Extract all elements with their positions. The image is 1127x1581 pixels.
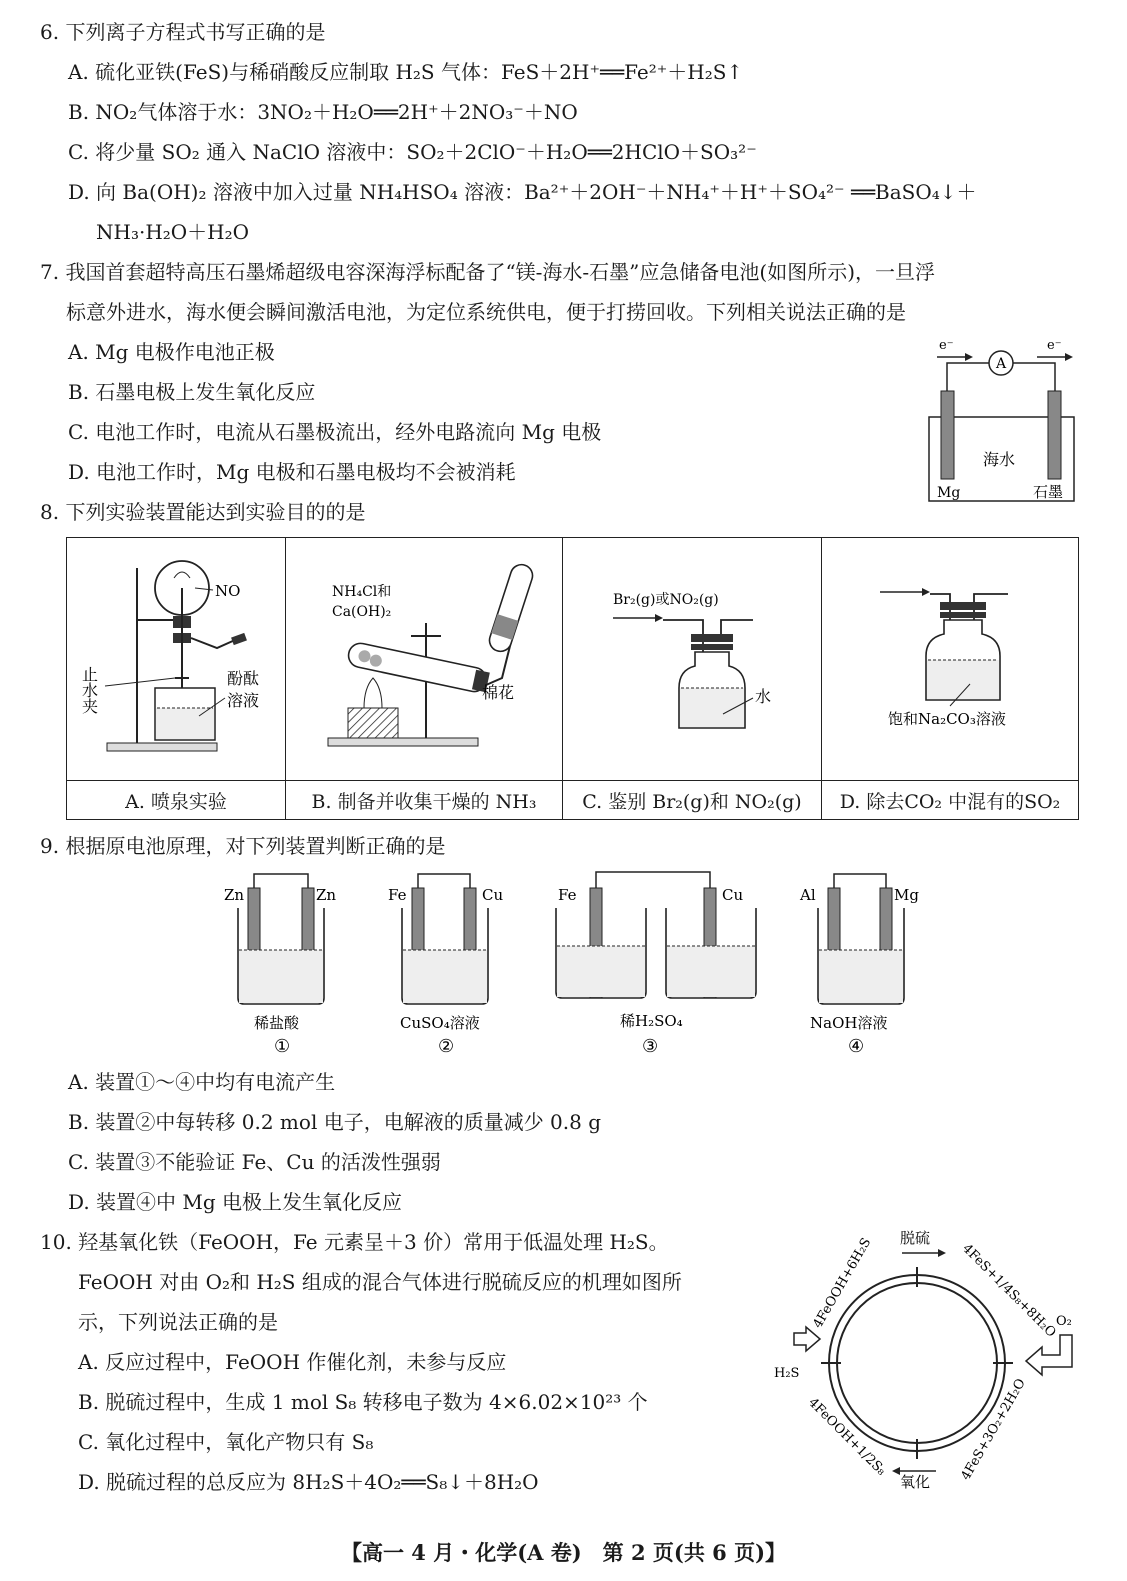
q10-option-b: B. 脱硫过程中，生成 1 mol S₈ 转移电子数为 4×6.02×10²³ 个	[78, 1390, 648, 1414]
o2-label: O₂	[1056, 1314, 1072, 1329]
br-label: 4FeS+3O₂+2H₂O	[958, 1376, 1029, 1483]
desulfurization-cycle	[772, 1225, 1092, 1495]
fountain-apparatus	[67, 538, 285, 776]
exp-cell-a	[67, 538, 286, 781]
q9-option-d: D. 装置④中 Mg 电极上发生氧化反应	[68, 1190, 403, 1214]
d1-left: Zn	[224, 886, 245, 904]
reagent-label-2: Ca(OH)₂	[332, 604, 392, 620]
exp-cell-d	[822, 538, 1079, 781]
experiment-table	[66, 537, 1079, 820]
d1-num: ①	[274, 1036, 291, 1057]
oxidation-label: 氧化	[900, 1473, 931, 1491]
d3-num: ③	[642, 1036, 659, 1057]
d1-right: Zn	[316, 886, 337, 904]
desulfur-label: 脱硫	[900, 1229, 931, 1247]
d3-left: Fe	[558, 886, 577, 904]
q10-stem: 10. 羟基氧化铁（FeOOH，Fe 元素呈＋3 价）常用于低温处理 H₂S。	[40, 1230, 669, 1254]
q8-stem: 8. 下列实验装置能达到实验目的的是	[40, 500, 366, 524]
na2co3-label: 饱和Na₂CO₃溶液	[888, 710, 1006, 728]
d4-right: Mg	[894, 886, 919, 904]
seawater-label: 海水	[983, 450, 1016, 469]
q6-option-b: B. NO₂气体溶于水：3NO₂＋H₂O══2H⁺＋2NO₃⁻＋NO	[68, 100, 578, 124]
gas-label: Br₂(g)或NO₂(g)	[613, 592, 719, 608]
exp-cell-c	[563, 538, 822, 781]
q6-option-d: D. 向 Ba(OH)₂ 溶液中加入过量 NH₄HSO₄ 溶液：Ba²⁺＋2OH⁻＋NH₄⁺＋H⁺＋SO₄²⁻ ══BaSO₄↓＋	[68, 180, 977, 204]
bl-label: 4FeOOH+1/2S₈	[805, 1395, 889, 1479]
phenol-label-1: 酚酞	[227, 669, 260, 688]
d2-solution: CuSO₄溶液	[400, 1014, 480, 1032]
q10-option-d: D. 脱硫过程的总反应为 8H₂S＋4O₂══S₈↓＋8H₂O	[78, 1470, 539, 1494]
d2-right: Cu	[482, 886, 504, 904]
q9-option-b: B. 装置②中每转移 0.2 mol 电子，电解液的质量减少 0.8 g	[68, 1110, 602, 1134]
graphite-electrode	[1048, 391, 1061, 479]
no-gas-label: NO	[215, 582, 241, 600]
electron-right-label: e⁻	[1047, 338, 1062, 353]
identify-apparatus	[563, 538, 821, 776]
d4-solution: NaOH溶液	[810, 1014, 888, 1032]
h2s-input-arrow-icon	[794, 1327, 820, 1351]
q7-option-d: D. 电池工作时，Mg 电极和石墨电极均不会被消耗	[68, 460, 516, 484]
q6-stem: 6. 下列离子方程式书写正确的是	[40, 20, 326, 44]
q7-option-a: A. Mg 电极作电池正极	[68, 340, 275, 364]
h2s-label: H₂S	[774, 1366, 800, 1381]
graphite-label: 石墨	[1033, 483, 1064, 501]
purify-apparatus	[822, 538, 1078, 776]
q10-option-a: A. 反应过程中，FeOOH 作催化剂，未参与反应	[78, 1350, 507, 1374]
d1-solution: 稀盐酸	[254, 1014, 300, 1032]
q9-option-c: C. 装置③不能验证 Fe、Cu 的活泼性强弱	[68, 1150, 441, 1174]
q10-option-c: C. 氧化过程中，氧化产物只有 S₈	[78, 1430, 374, 1454]
q6-option-a: A. 硫化亚铁(FeS)与稀硝酸反应制取 H₂S 气体：FeS＋2H⁺══Fe²⁺＋H₂S↑	[68, 60, 744, 84]
q9-option-a: A. 装置①～④中均有电流产生	[68, 1070, 336, 1094]
device-1	[224, 874, 336, 1057]
tr-label: 4FeS+1/4S₈+8H₂O	[959, 1241, 1059, 1341]
tl-label: 4FeOOH+6H₂S	[810, 1235, 875, 1331]
galvanic-cells	[210, 868, 930, 1058]
o2-input-arrow-icon	[1026, 1335, 1072, 1375]
caption-a: A. 喷泉实验	[67, 781, 286, 820]
q6-option-c: C. 将少量 SO₂ 通入 NaClO 溶液中：SO₂＋2ClO⁻＋H₂O══2HClO＋SO₃²⁻	[68, 140, 757, 164]
mg-electrode	[941, 391, 954, 479]
d2-left: Fe	[388, 886, 407, 904]
mg-label: Mg	[937, 485, 961, 501]
phenol-label-2: 溶液	[227, 691, 260, 710]
q7-option-c: C. 电池工作时，电流从石墨极流出，经外电路流向 Mg 电极	[68, 420, 602, 444]
d2-num: ②	[438, 1036, 455, 1057]
page-footer: 【高一 4 月・化学(A 卷) 第 2 页(共 6 页)】	[340, 1540, 787, 1565]
q7-stem: 7. 我国首套超特高压石墨烯超级电容深海浮标配备了“镁-海水-石墨”应急储备电池(如图所示)，一旦浮	[40, 260, 936, 284]
battery-diagram	[925, 335, 1080, 505]
reagent-label-1: NH₄Cl和	[332, 584, 392, 600]
q9-stem: 9. 根据原电池原理，对下列装置判断正确的是	[40, 834, 446, 858]
caption-d: D. 除去CO₂ 中混有的SO₂	[822, 781, 1079, 820]
caption-b: B. 制备并收集干燥的 NH₃	[286, 781, 563, 820]
q10-stem-2: FeOOH 对由 O₂和 H₂S 组成的混合气体进行脱硫反应的机理如图所	[78, 1270, 682, 1294]
device-4	[799, 874, 919, 1057]
device-2	[388, 874, 503, 1057]
caption-c: C. 鉴别 Br₂(g)和 NO₂(g)	[563, 781, 822, 820]
cotton-label: 棉花	[482, 683, 515, 702]
q7-stem-cont: 标意外进水，海水便会瞬间激活电池，为定位系统供电，便于打捞回收。下列相关说法正确的是	[66, 300, 906, 324]
clamp-label: 止水夹	[79, 666, 99, 714]
ammonia-apparatus	[286, 538, 562, 776]
water-label: 水	[755, 687, 772, 706]
d4-num: ④	[848, 1036, 865, 1057]
q10-stem-3: 示，下列说法正确的是	[78, 1310, 278, 1334]
device-3	[556, 872, 756, 1057]
exp-cell-b	[286, 538, 563, 781]
d4-left: Al	[800, 886, 816, 904]
d3-solution: 稀H₂SO₄	[620, 1012, 683, 1030]
electron-left-label: e⁻	[939, 338, 954, 353]
q7-option-b: B. 石墨电极上发生氧化反应	[68, 380, 316, 404]
d3-right: Cu	[722, 886, 744, 904]
q6-option-d-cont: NH₃·H₂O＋H₂O	[96, 220, 250, 244]
ammeter-label: A	[996, 356, 1007, 372]
